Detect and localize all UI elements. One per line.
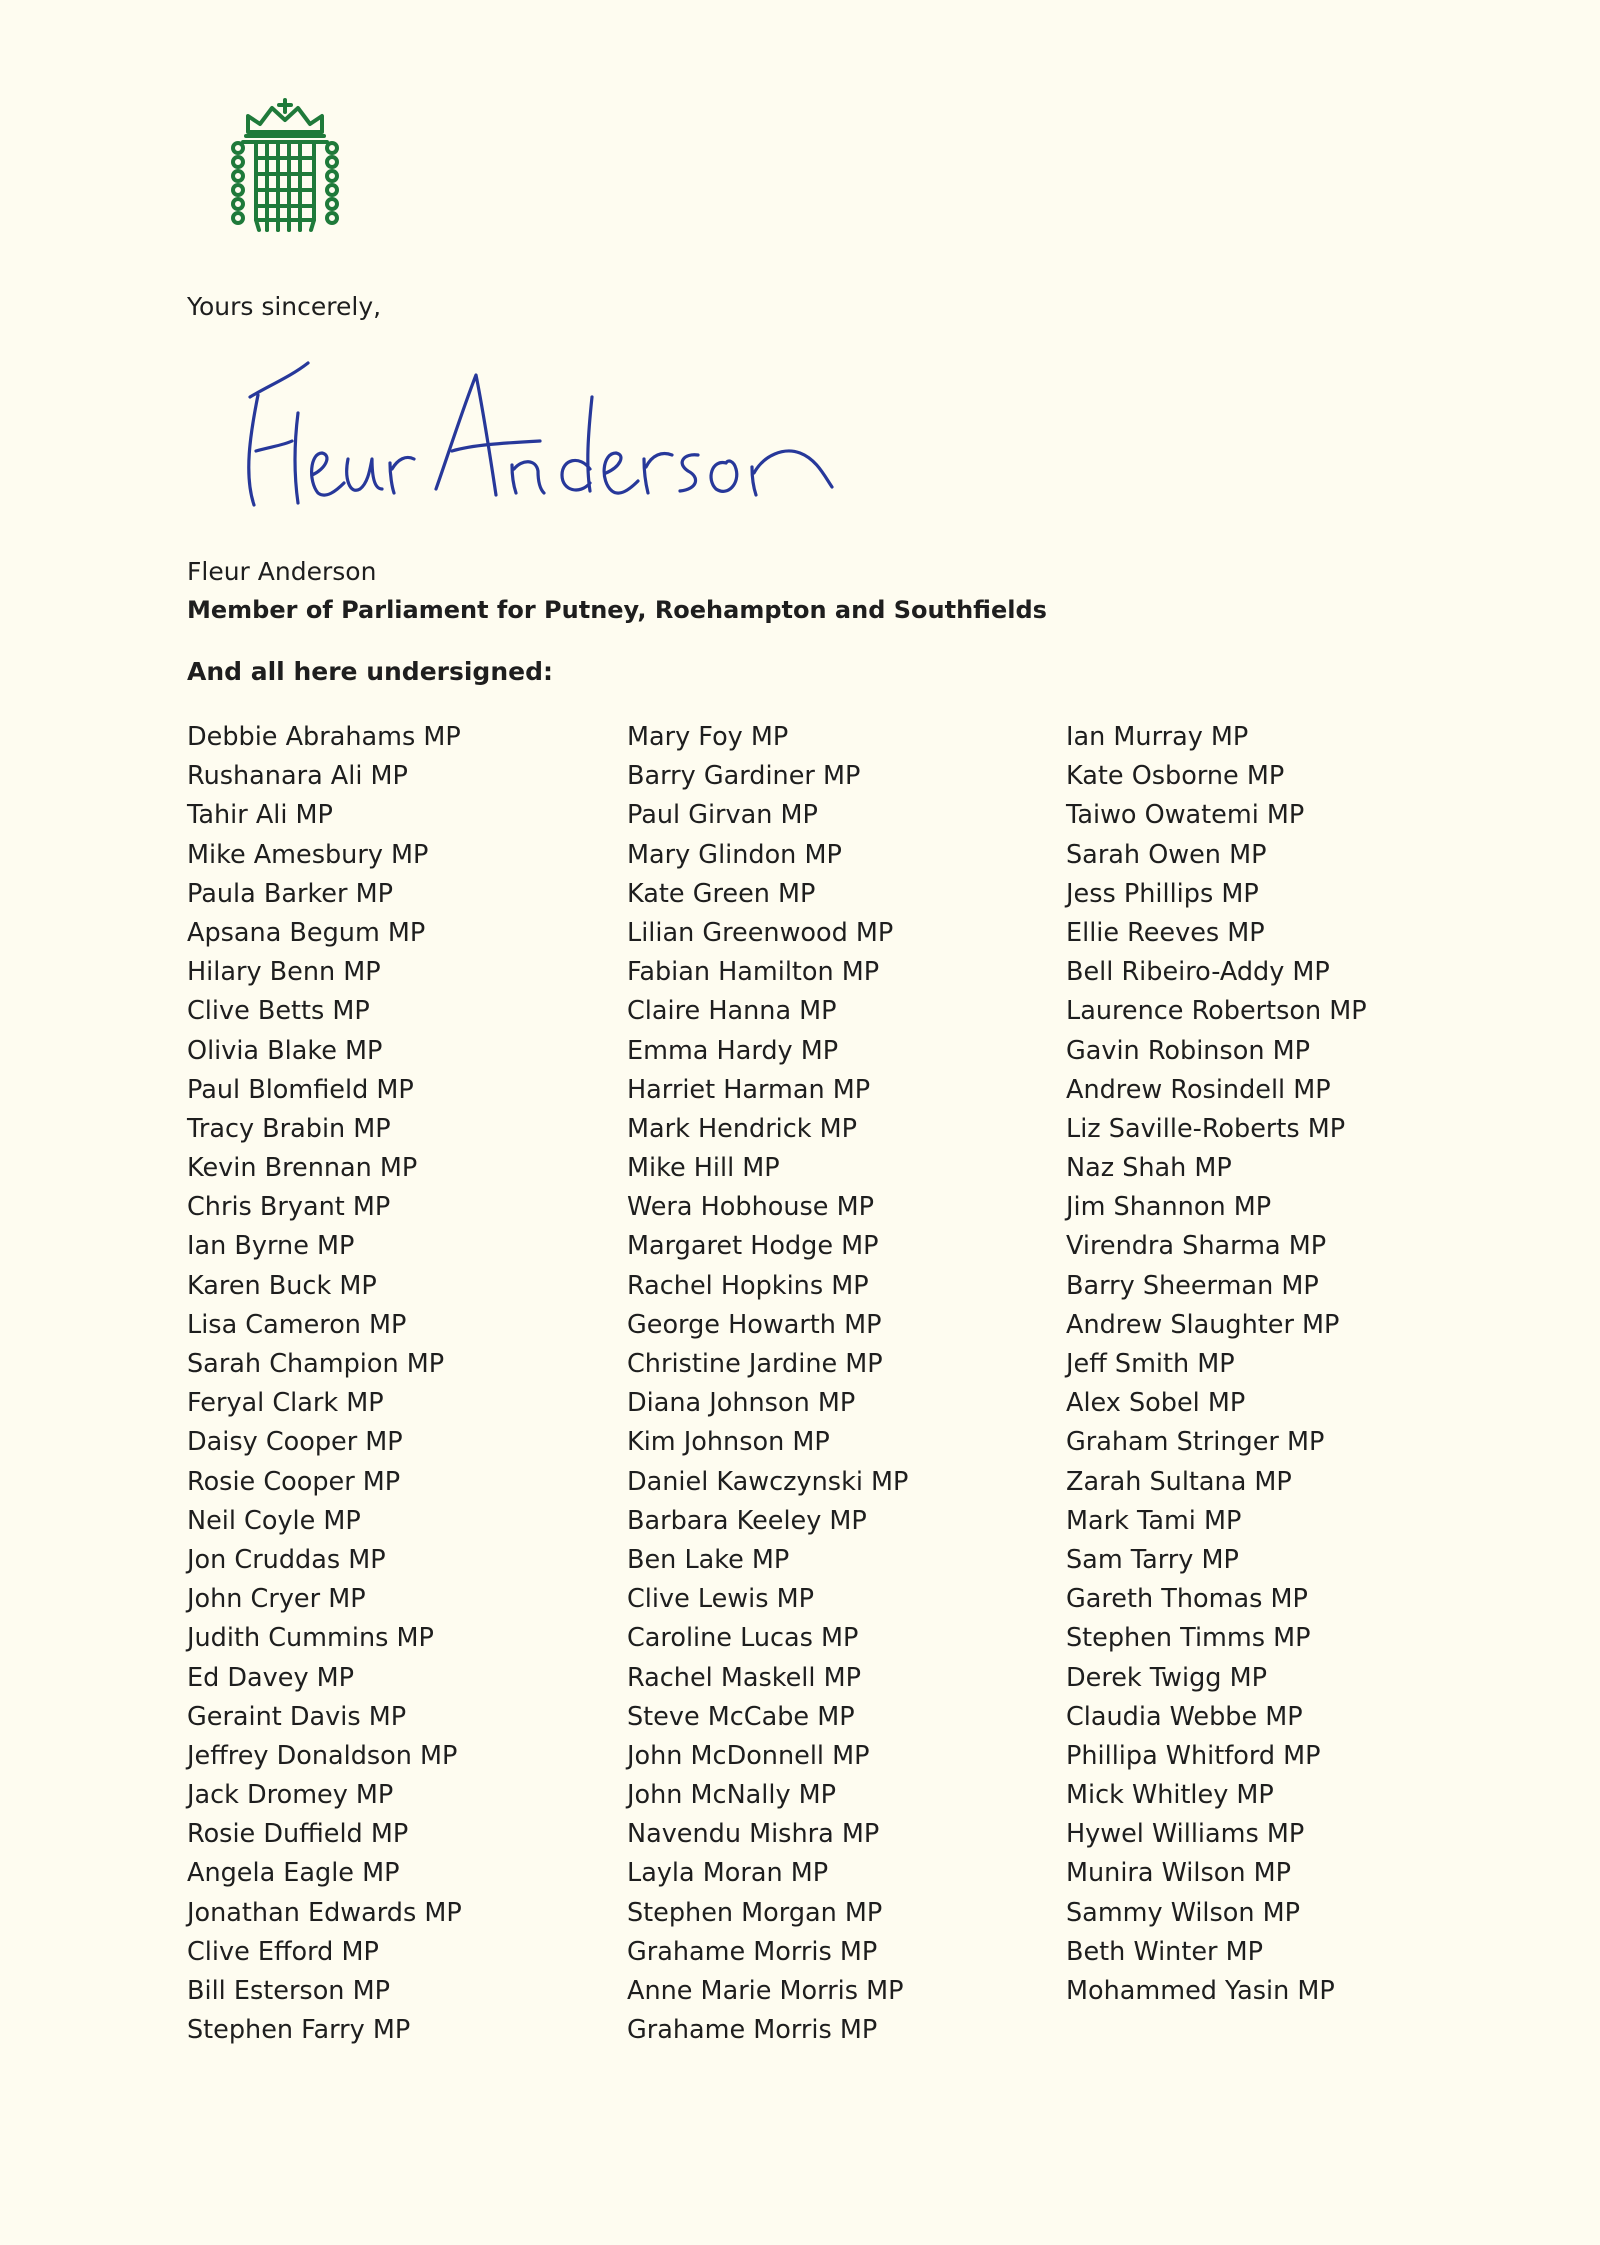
signatory-name: Rushanara Ali MP (187, 761, 408, 792)
signatory-name: Jess Phillips MP (1066, 878, 1259, 909)
signatory-name: Harriet Harman MP (627, 1074, 871, 1105)
signatory-name: Munira Wilson MP (1066, 1858, 1291, 1889)
signatory-name: Paul Blomfield MP (187, 1074, 414, 1105)
signatory-name: Chris Bryant MP (187, 1192, 391, 1223)
signatory-name: Diana Johnson MP (627, 1388, 856, 1419)
signatory-column-2 (627, 718, 908, 2050)
signatory-name: Beth Winter MP (1066, 1936, 1264, 1967)
signatory-name: Layla Moran MP (627, 1858, 829, 1889)
signatory-name: Mary Glindon MP (627, 839, 842, 870)
signatory-name: Ben Lake MP (627, 1544, 790, 1575)
signatory-name: Stephen Timms MP (1066, 1623, 1311, 1654)
signer-name: Fleur Anderson (187, 557, 377, 586)
signatory-name: Ed Davey MP (187, 1662, 355, 1693)
signatory-name: Bill Esterson MP (187, 1976, 390, 2006)
signatory-name: Zarah Sultana MP (1066, 1466, 1292, 1497)
signatory-name: Margaret Hodge MP (627, 1231, 879, 1262)
signatory-name: Kate Osborne MP (1066, 761, 1285, 792)
signatory-name: Jonathan Edwards MP (187, 1897, 462, 1928)
signatory-name: Neil Coyle MP (187, 1505, 361, 1536)
signatory-name: Paula Barker MP (187, 878, 393, 909)
signatory-name: Jeff Smith MP (1066, 1349, 1235, 1379)
signatory-name: George Howarth MP (627, 1309, 882, 1340)
signatory-name: Gareth Thomas MP (1066, 1584, 1308, 1615)
signatory-name: Fabian Hamilton MP (627, 957, 880, 988)
signatory-name: Angela Eagle MP (187, 1858, 400, 1889)
signatory-name: Clive Lewis MP (627, 1584, 815, 1615)
signatory-name: Barry Gardiner MP (627, 761, 861, 792)
signatory-name: Lisa Cameron MP (187, 1309, 407, 1340)
signatory-name: Grahame Morris MP (627, 1936, 878, 1967)
signatory-name: Clive Efford MP (187, 1936, 379, 1967)
signatory-name: Sammy Wilson MP (1066, 1897, 1301, 1928)
signatory-name: Rosie Duffield MP (187, 1819, 409, 1850)
signatory-name: Mike Amesbury MP (187, 839, 429, 870)
signatory-name: Jim Shannon MP (1066, 1192, 1272, 1223)
signatory-name: Wera Hobhouse MP (627, 1192, 874, 1223)
signatory-name: Mark Hendrick MP (627, 1113, 858, 1144)
signatory-name: Christine Jardine MP (627, 1349, 883, 1379)
signatory-name: Paul Girvan MP (627, 800, 818, 831)
signatory-name: John McDonnell MP (627, 1740, 870, 1771)
signatory-name: Ellie Reeves MP (1066, 917, 1265, 948)
signatory-column-1 (187, 718, 462, 2050)
signatory-name: Daisy Cooper MP (187, 1427, 403, 1458)
signatory-name: Tracy Brabin MP (187, 1113, 391, 1144)
signatory-name: Rachel Hopkins MP (627, 1270, 869, 1301)
signatory-name: Jeffrey Donaldson MP (187, 1740, 458, 1771)
signatory-name: Mike Hill MP (627, 1153, 780, 1184)
signatory-name: Sam Tarry MP (1066, 1544, 1239, 1575)
signatory-name: Caroline Lucas MP (627, 1623, 859, 1654)
signatory-name: John Cryer MP (187, 1584, 366, 1615)
signatory-name: Barry Sheerman MP (1066, 1270, 1319, 1301)
portcullis-icon (226, 98, 344, 236)
signer-title: Member of Parliament for Putney, Roehampton and Southfields (187, 596, 1047, 624)
signatory-name: Stephen Farry MP (187, 2015, 411, 2046)
signatory-name: Apsana Begum MP (187, 917, 426, 948)
signatory-name: Hywel Williams MP (1066, 1819, 1305, 1850)
closing-salutation: Yours sincerely, (187, 292, 382, 321)
signatory-name: Jon Cruddas MP (187, 1544, 386, 1575)
signatory-name: Kevin Brennan MP (187, 1153, 418, 1184)
signatory-name: Kim Johnson MP (627, 1427, 830, 1458)
signatory-name: Navendu Mishra MP (627, 1819, 880, 1850)
signatory-name: Virendra Sharma MP (1066, 1231, 1327, 1262)
handwritten-signature (240, 355, 880, 525)
signatory-name: Taiwo Owatemi MP (1066, 800, 1305, 831)
signatory-name: Steve McCabe MP (627, 1701, 855, 1732)
signatory-name: Judith Cummins MP (187, 1623, 434, 1654)
signatory-name: Sarah Owen MP (1066, 839, 1267, 870)
signatory-name: Anne Marie Morris MP (627, 1976, 904, 2006)
signatory-name: Mark Tami MP (1066, 1505, 1242, 1536)
signatory-name: Gavin Robinson MP (1066, 1035, 1310, 1066)
signatory-name: Claire Hanna MP (627, 996, 837, 1027)
signatory-name: Sarah Champion MP (187, 1349, 445, 1379)
signatory-name: Ian Byrne MP (187, 1231, 355, 1262)
signatory-name: Grahame Morris MP (627, 2015, 878, 2046)
signatory-name: Bell Ribeiro-Addy MP (1066, 957, 1330, 988)
signatory-name: Tahir Ali MP (187, 800, 333, 831)
signatory-name: Alex Sobel MP (1066, 1388, 1246, 1419)
signatory-column-3 (1066, 718, 1367, 2011)
signatory-name: Clive Betts MP (187, 996, 370, 1027)
signatory-name: Olivia Blake MP (187, 1035, 383, 1066)
signatory-name: Rosie Cooper MP (187, 1466, 401, 1497)
signatory-name: Mary Foy MP (627, 722, 789, 752)
signatory-name: Derek Twigg MP (1066, 1662, 1267, 1693)
signatory-name: John McNally MP (627, 1780, 837, 1811)
signatory-name: Graham Stringer MP (1066, 1427, 1325, 1458)
signatory-name: Kate Green MP (627, 878, 816, 909)
signatory-name: Andrew Slaughter MP (1066, 1309, 1340, 1340)
signatory-name: Jack Dromey MP (187, 1780, 394, 1811)
signatory-name: Phillipa Whitford MP (1066, 1740, 1321, 1771)
signatory-name: Ian Murray MP (1066, 722, 1249, 752)
signatory-name: Mick Whitley MP (1066, 1780, 1274, 1811)
signatory-name: Daniel Kawczynski MP (627, 1466, 909, 1497)
signatory-name: Emma Hardy MP (627, 1035, 839, 1066)
signatory-name: Mohammed Yasin MP (1066, 1976, 1335, 2006)
signatory-name: Barbara Keeley MP (627, 1505, 867, 1536)
signatory-name: Karen Buck MP (187, 1270, 377, 1301)
signatory-name: Naz Shah MP (1066, 1153, 1232, 1184)
signatory-name: Debbie Abrahams MP (187, 722, 461, 752)
signatory-name: Feryal Clark MP (187, 1388, 384, 1419)
signatory-name: Andrew Rosindell MP (1066, 1074, 1331, 1105)
signatory-name: Rachel Maskell MP (627, 1662, 861, 1693)
signatory-name: Stephen Morgan MP (627, 1897, 883, 1928)
signatory-name: Claudia Webbe MP (1066, 1701, 1303, 1732)
signatory-name: Laurence Robertson MP (1066, 996, 1367, 1027)
signatory-name: Liz Saville-Roberts MP (1066, 1113, 1346, 1144)
signatory-name: Geraint Davis MP (187, 1701, 407, 1732)
signatory-name: Lilian Greenwood MP (627, 917, 894, 948)
signatory-name: Hilary Benn MP (187, 957, 381, 988)
undersigned-heading: And all here undersigned: (187, 657, 553, 686)
